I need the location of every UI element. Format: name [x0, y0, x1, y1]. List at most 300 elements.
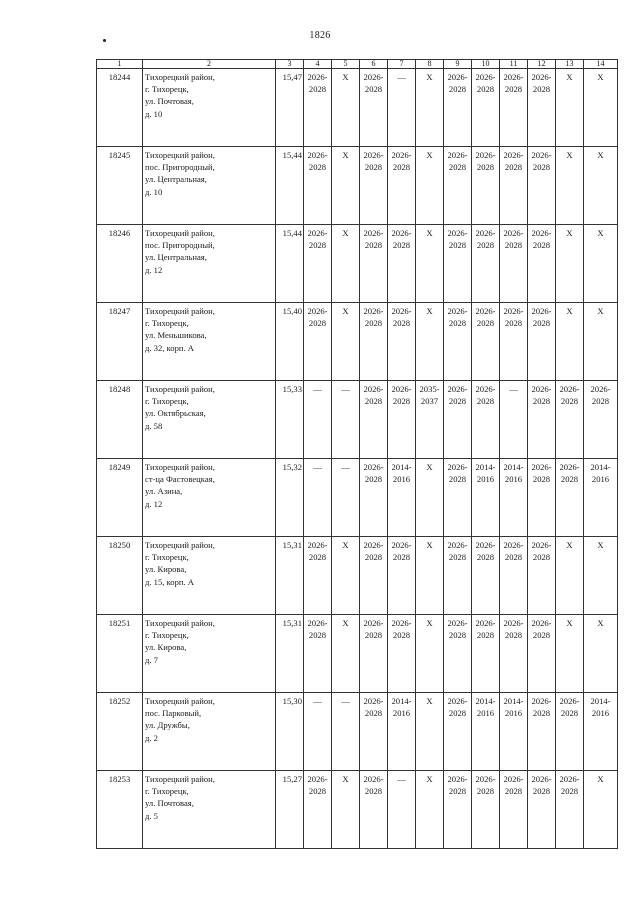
table-row [97, 459, 618, 537]
area-value [276, 615, 304, 693]
area-value-text: 15,27 [282, 774, 302, 784]
period-cell [332, 693, 360, 771]
address-text: Тихорецкий район, г. Тихорецк, ул. Кирова, д. 15, корп. А [145, 540, 215, 587]
period-cell-text: — [313, 462, 322, 472]
address [143, 615, 276, 693]
period-cell-text: X [426, 618, 433, 628]
period-cell-text: 2026- 2028 [475, 150, 496, 173]
period-cell-text: X [342, 618, 349, 628]
period-cell [556, 771, 584, 849]
period-cell [388, 537, 416, 615]
record-number-text: 18253 [108, 774, 131, 784]
period-cell [556, 459, 584, 537]
period-cell [528, 615, 556, 693]
period-cell-text: 2026- 2028 [531, 618, 552, 641]
period-cell [444, 381, 472, 459]
period-cell-text: X [566, 540, 573, 550]
period-cell [304, 381, 332, 459]
period-cell-text: X [597, 306, 604, 316]
period-cell-text: 2026- 2028 [447, 384, 468, 407]
period-cell [584, 771, 618, 849]
period-cell-text: X [597, 228, 604, 238]
period-cell [388, 771, 416, 849]
column-header: 6 [360, 60, 388, 69]
period-cell [500, 381, 528, 459]
period-cell [416, 537, 444, 615]
period-cell [416, 225, 444, 303]
table-row [97, 225, 618, 303]
period-cell-text: X [342, 306, 349, 316]
table-row [97, 147, 618, 225]
period-cell-text: X [566, 150, 573, 160]
period-cell [500, 303, 528, 381]
record-number-text: 18248 [108, 384, 131, 394]
period-cell [472, 771, 500, 849]
period-cell-text: 2026- 2028 [475, 618, 496, 641]
period-cell-text: 2026- 2028 [531, 462, 552, 485]
period-cell-text: 2026- 2028 [363, 72, 384, 95]
period-cell [360, 147, 388, 225]
period-cell [416, 771, 444, 849]
column-header: 4 [304, 60, 332, 69]
record-number-text: 18250 [108, 540, 131, 550]
period-cell-text: 2026- 2028 [307, 618, 328, 641]
record-number [97, 459, 143, 537]
period-cell-text: X [342, 774, 349, 784]
record-number [97, 69, 143, 147]
period-cell [304, 459, 332, 537]
address [143, 693, 276, 771]
column-header: 1 [97, 60, 143, 69]
period-cell [500, 225, 528, 303]
period-cell-text: 2014- 2016 [391, 696, 412, 719]
period-cell-text: 2026- 2028 [363, 150, 384, 173]
period-cell-text: 2014- 2016 [391, 462, 412, 485]
area-value [276, 459, 304, 537]
address [143, 69, 276, 147]
column-header: 13 [556, 60, 584, 69]
column-header: 14 [584, 60, 618, 69]
period-cell [556, 381, 584, 459]
period-cell-text: 2026- 2028 [363, 228, 384, 251]
period-cell [444, 459, 472, 537]
period-cell [584, 69, 618, 147]
area-value-text: 15,31 [282, 540, 302, 550]
period-cell [416, 303, 444, 381]
area-value-text: 15,47 [282, 72, 302, 82]
area-value [276, 147, 304, 225]
period-cell-text: 2026- 2028 [447, 462, 468, 485]
period-cell-text: 2026- 2028 [363, 696, 384, 719]
record-number-text: 18247 [108, 306, 131, 316]
area-value [276, 303, 304, 381]
period-cell-text: X [566, 618, 573, 628]
period-cell [500, 459, 528, 537]
period-cell-text: 2014- 2016 [475, 696, 496, 719]
period-cell-text: 2026- 2028 [503, 774, 524, 797]
period-cell-text: 2026- 2028 [559, 696, 580, 719]
period-cell-text: X [597, 150, 604, 160]
header-row [97, 60, 618, 69]
period-cell-text: 2035- 2037 [419, 384, 440, 407]
period-cell-text: 2026- 2028 [531, 540, 552, 563]
period-cell [444, 771, 472, 849]
period-cell-text: X [342, 72, 349, 82]
period-cell-text: 2026- 2028 [307, 540, 328, 563]
period-cell-text: 2026- 2028 [391, 618, 412, 641]
period-cell [360, 771, 388, 849]
column-header: 9 [444, 60, 472, 69]
period-cell [584, 459, 618, 537]
record-number-text: 18252 [108, 696, 131, 706]
table-row [97, 771, 618, 849]
period-cell [444, 225, 472, 303]
period-cell [556, 693, 584, 771]
column-header: 8 [416, 60, 444, 69]
period-cell-text: — [313, 384, 322, 394]
period-cell [416, 693, 444, 771]
period-cell-text: 2026- 2028 [391, 228, 412, 251]
period-cell-text: 2026- 2028 [475, 306, 496, 329]
area-value-text: 15,32 [282, 462, 302, 472]
registry-table [96, 59, 618, 849]
period-cell [388, 459, 416, 537]
period-cell [584, 225, 618, 303]
table-row [97, 381, 618, 459]
period-cell [332, 147, 360, 225]
area-value [276, 381, 304, 459]
column-header: 7 [388, 60, 416, 69]
period-cell-text: 2026- 2028 [447, 228, 468, 251]
period-cell [388, 381, 416, 459]
period-cell-text: 2026- 2028 [363, 462, 384, 485]
period-cell [332, 225, 360, 303]
period-cell [360, 303, 388, 381]
period-cell [528, 303, 556, 381]
address-text: Тихорецкий район, г. Тихорецк, ул. Октябрьская, д. 58 [145, 384, 215, 431]
period-cell [332, 459, 360, 537]
period-cell [360, 225, 388, 303]
period-cell-text: 2026- 2028 [531, 306, 552, 329]
period-cell [472, 147, 500, 225]
period-cell [500, 147, 528, 225]
scan-speck [103, 39, 106, 42]
period-cell [304, 771, 332, 849]
period-cell [304, 225, 332, 303]
period-cell [472, 459, 500, 537]
period-cell-text: 2026- 2028 [391, 540, 412, 563]
address-text: Тихорецкий район, пос. Пригородный, ул. Центральная, д. 10 [145, 150, 215, 197]
period-cell [500, 693, 528, 771]
period-cell [444, 693, 472, 771]
period-cell [388, 615, 416, 693]
period-cell-text: X [566, 72, 573, 82]
period-cell [556, 537, 584, 615]
record-number [97, 303, 143, 381]
period-cell-text: X [342, 540, 349, 550]
period-cell-text: X [426, 462, 433, 472]
address-text: Тихорецкий район, г. Тихорецк, ул. Кирова, д. 7 [145, 618, 215, 665]
period-cell [472, 303, 500, 381]
address [143, 459, 276, 537]
period-cell [528, 381, 556, 459]
column-header: 3 [276, 60, 304, 69]
period-cell-text: 2026- 2028 [503, 306, 524, 329]
period-cell [416, 147, 444, 225]
period-cell-text: X [426, 696, 433, 706]
period-cell-text: 2026- 2028 [475, 384, 496, 407]
period-cell [360, 537, 388, 615]
period-cell-text: 2026- 2028 [531, 774, 552, 797]
area-value-text: 15,31 [282, 618, 302, 628]
period-cell [472, 537, 500, 615]
period-cell-text: 2026- 2028 [363, 774, 384, 797]
record-number [97, 771, 143, 849]
period-cell [304, 147, 332, 225]
column-header: 5 [332, 60, 360, 69]
period-cell [556, 69, 584, 147]
period-cell-text: 2014- 2016 [503, 696, 524, 719]
period-cell-text: X [426, 540, 433, 550]
period-cell-text: 2026- 2028 [363, 306, 384, 329]
period-cell [416, 615, 444, 693]
period-cell [360, 69, 388, 147]
address-text: Тихорецкий район, пос. Пригородный, ул. Центральная, д. 12 [145, 228, 215, 275]
period-cell-text: 2026- 2028 [447, 696, 468, 719]
period-cell [584, 381, 618, 459]
page-number: 1826 [309, 30, 331, 41]
address-text: Тихорецкий район, ст-ца Фастовецкая, ул. Азина, д. 12 [145, 462, 215, 509]
period-cell-text: 2026- 2028 [503, 618, 524, 641]
period-cell-text: 2026- 2028 [391, 150, 412, 173]
period-cell-text: X [597, 774, 604, 784]
period-cell-text: X [566, 228, 573, 238]
period-cell-text: X [426, 72, 433, 82]
record-number-text: 18251 [108, 618, 131, 628]
period-cell [472, 381, 500, 459]
period-cell-text: 2026- 2028 [447, 774, 468, 797]
period-cell-text: 2026- 2028 [503, 228, 524, 251]
column-header: 12 [528, 60, 556, 69]
record-number [97, 615, 143, 693]
period-cell-text: 2026- 2028 [590, 384, 611, 407]
period-cell [444, 147, 472, 225]
period-cell [472, 615, 500, 693]
period-cell-text: 2014- 2016 [590, 696, 611, 719]
period-cell-text: — [313, 696, 322, 706]
period-cell-text: 2014- 2016 [503, 462, 524, 485]
column-header: 11 [500, 60, 528, 69]
period-cell-text: 2026- 2028 [447, 72, 468, 95]
area-value [276, 693, 304, 771]
record-number [97, 693, 143, 771]
period-cell-text: 2026- 2028 [475, 228, 496, 251]
period-cell [360, 693, 388, 771]
record-number-text: 18245 [108, 150, 131, 160]
period-cell-text: 2026- 2028 [307, 72, 328, 95]
period-cell [500, 615, 528, 693]
table-row [97, 303, 618, 381]
period-cell-text: 2026- 2028 [531, 72, 552, 95]
period-cell-text: X [597, 72, 604, 82]
period-cell [388, 69, 416, 147]
period-cell-text: 2026- 2028 [531, 696, 552, 719]
period-cell-text: — [397, 774, 406, 784]
period-cell [304, 303, 332, 381]
period-cell-text: X [426, 228, 433, 238]
record-number [97, 225, 143, 303]
period-cell [584, 303, 618, 381]
area-value-text: 15,33 [282, 384, 302, 394]
period-cell-text: 2026- 2028 [363, 384, 384, 407]
period-cell [332, 615, 360, 693]
period-cell-text: — [341, 384, 350, 394]
record-number-text: 18249 [108, 462, 131, 472]
area-value-text: 15,44 [282, 228, 302, 238]
period-cell-text: X [426, 774, 433, 784]
period-cell-text: — [509, 384, 518, 394]
address [143, 225, 276, 303]
period-cell-text: 2026- 2028 [447, 150, 468, 173]
period-cell [416, 381, 444, 459]
period-cell-text: 2026- 2028 [503, 72, 524, 95]
period-cell-text: 2026- 2028 [307, 306, 328, 329]
period-cell-text: 2026- 2028 [391, 384, 412, 407]
period-cell [472, 69, 500, 147]
period-cell [304, 537, 332, 615]
period-cell [444, 303, 472, 381]
period-cell [500, 537, 528, 615]
period-cell-text: 2026- 2028 [531, 150, 552, 173]
period-cell-text: 2026- 2028 [559, 774, 580, 797]
period-cell [444, 537, 472, 615]
period-cell [500, 771, 528, 849]
period-cell-text: 2014- 2016 [475, 462, 496, 485]
period-cell-text: 2026- 2028 [363, 540, 384, 563]
period-cell [332, 303, 360, 381]
period-cell [584, 615, 618, 693]
table-row [97, 615, 618, 693]
period-cell [388, 693, 416, 771]
period-cell [444, 69, 472, 147]
area-value [276, 69, 304, 147]
period-cell [304, 615, 332, 693]
period-cell [304, 69, 332, 147]
period-cell [528, 225, 556, 303]
period-cell [500, 69, 528, 147]
area-value [276, 225, 304, 303]
record-number-text: 18246 [108, 228, 131, 238]
period-cell [388, 225, 416, 303]
area-value [276, 537, 304, 615]
record-number [97, 537, 143, 615]
period-cell [528, 771, 556, 849]
address [143, 771, 276, 849]
period-cell [304, 693, 332, 771]
period-cell [584, 147, 618, 225]
period-cell [360, 381, 388, 459]
period-cell-text: X [597, 618, 604, 628]
table-row [97, 693, 618, 771]
column-header: 10 [472, 60, 500, 69]
address-text: Тихорецкий район, г. Тихорецк, ул. Меньшикова, д. 32, корп. А [145, 306, 215, 353]
period-cell-text: 2026- 2028 [475, 72, 496, 95]
period-cell [332, 381, 360, 459]
period-cell-text: — [341, 462, 350, 472]
period-cell-text: 2026- 2028 [475, 774, 496, 797]
period-cell [444, 615, 472, 693]
area-value-text: 15,30 [282, 696, 302, 706]
period-cell [528, 693, 556, 771]
record-number-text: 18244 [108, 72, 131, 82]
address [143, 303, 276, 381]
period-cell-text: 2026- 2028 [307, 228, 328, 251]
period-cell [528, 147, 556, 225]
period-cell [556, 615, 584, 693]
period-cell [360, 615, 388, 693]
period-cell-text: 2026- 2028 [531, 228, 552, 251]
period-cell [556, 303, 584, 381]
period-cell [416, 459, 444, 537]
period-cell-text: 2026- 2028 [363, 618, 384, 641]
period-cell-text: 2026- 2028 [447, 618, 468, 641]
address [143, 537, 276, 615]
area-value [276, 771, 304, 849]
period-cell [360, 459, 388, 537]
period-cell [584, 693, 618, 771]
period-cell-text: 2026- 2028 [447, 540, 468, 563]
period-cell [556, 225, 584, 303]
record-number [97, 147, 143, 225]
period-cell [388, 147, 416, 225]
period-cell-text: 2014- 2016 [590, 462, 611, 485]
period-cell-text: 2026- 2028 [447, 306, 468, 329]
column-header: 2 [143, 60, 276, 69]
area-value-text: 15,44 [282, 150, 302, 160]
period-cell-text: 2026- 2028 [503, 150, 524, 173]
period-cell [332, 537, 360, 615]
period-cell [472, 693, 500, 771]
period-cell-text: 2026- 2028 [503, 540, 524, 563]
period-cell-text: X [426, 150, 433, 160]
period-cell-text: X [426, 306, 433, 316]
period-cell-text: X [342, 228, 349, 238]
period-cell-text: 2026- 2028 [559, 462, 580, 485]
period-cell [584, 537, 618, 615]
period-cell-text: — [397, 72, 406, 82]
period-cell-text: 2026- 2028 [307, 774, 328, 797]
period-cell-text: 2026- 2028 [531, 384, 552, 407]
period-cell-text: 2026- 2028 [475, 540, 496, 563]
address [143, 147, 276, 225]
period-cell [332, 69, 360, 147]
area-value-text: 15,40 [282, 306, 302, 316]
address-text: Тихорецкий район, г. Тихорецк, ул. Почтовая, д. 10 [145, 72, 215, 119]
period-cell [528, 537, 556, 615]
period-cell [556, 147, 584, 225]
period-cell-text: 2026- 2028 [307, 150, 328, 173]
table-row [97, 69, 618, 147]
period-cell [528, 459, 556, 537]
period-cell-text: 2026- 2028 [559, 384, 580, 407]
period-cell-text: X [342, 150, 349, 160]
period-cell [332, 771, 360, 849]
period-cell-text: — [341, 696, 350, 706]
period-cell [472, 225, 500, 303]
period-cell-text: 2026- 2028 [391, 306, 412, 329]
period-cell-text: X [566, 306, 573, 316]
address-text: Тихорецкий район, пос. Парковый, ул. Дружбы, д. 2 [145, 696, 215, 743]
